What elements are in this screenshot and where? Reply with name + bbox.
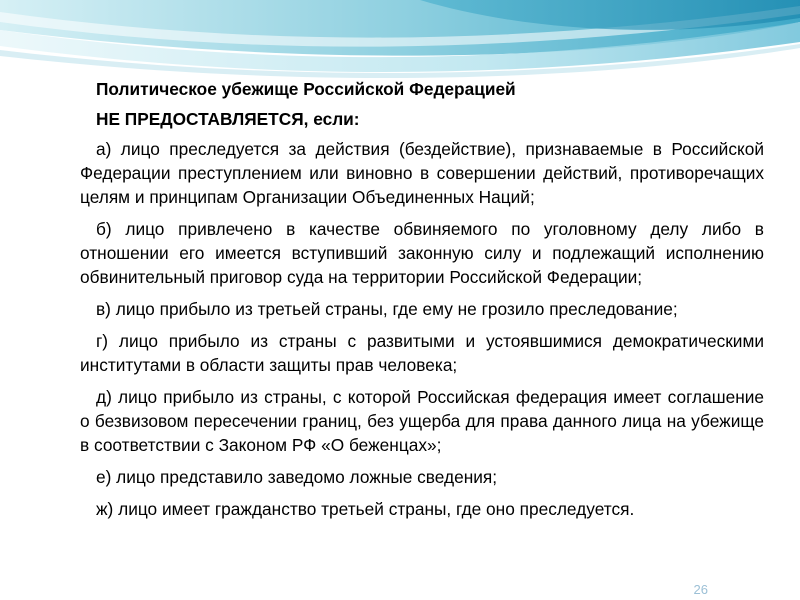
paragraph-d: д) лицо прибыло из страны, с которой Российская федерация имеет соглашение о безвизовом пересечении границ, без ущерба для права данного лица на убежище в соответствии с Законом РФ «О беженцах»; xyxy=(80,387,764,455)
paragraph-g: г) лицо прибыло из страны с развитыми и устоявшимися демократическими институтами в области защиты прав человека; xyxy=(80,331,764,375)
paragraph-b: б) лицо привлечено в качестве обвиняемого по уголовному делу либо в отношении его имеется вступивший законную силу и подлежащий исполнению обвинительный приговор суда на территории Российской Федерации; xyxy=(80,219,764,287)
paragraph-e: е) лицо представило заведомо ложные сведения; xyxy=(96,467,498,487)
paragraph-a: а) лицо преследуется за действия (бездействие), признаваемые в Российской Федерации преступлением или виновно в совершении действий, противоречащих целям и принципам Организации Объединенных Наций; xyxy=(80,139,764,207)
paragraph-v: в) лицо прибыло из третьей страны, где ему не грозило преследование; xyxy=(96,299,678,319)
slide-title-line2: НЕ ПРЕДОСТАВЛЯЕТСЯ, если: xyxy=(96,109,360,129)
slide-number: 26 xyxy=(693,582,708,597)
slide-title-line1: Политическое убежище Российской Федерацией xyxy=(96,79,516,99)
slide-content xyxy=(80,77,764,521)
paragraph-zh: ж) лицо имеет гражданство третьей страны, где оно преследуется. xyxy=(96,499,635,519)
